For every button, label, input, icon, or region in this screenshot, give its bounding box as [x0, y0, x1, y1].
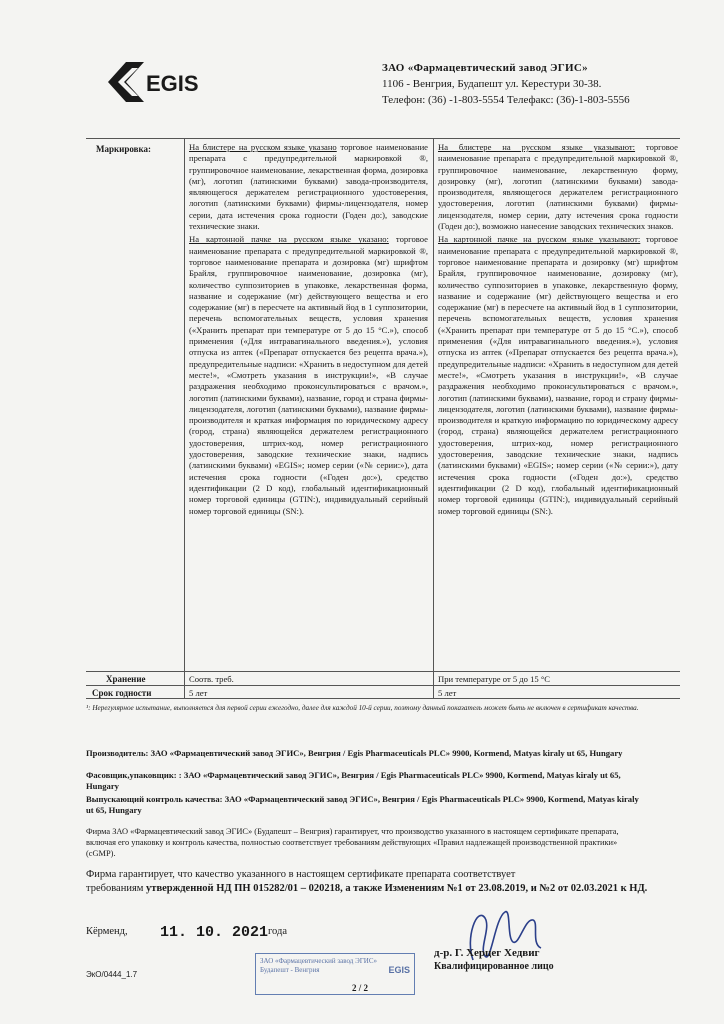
company-stamp	[255, 953, 415, 995]
carton-left-body: торговое наименование препарата с предупредительной маркировкой ®, торговое наименование препарата и дозировка (мг) шрифтом Брайля, группировочное наименование, дозировка (мг), количество суппозиториев в упаковке, лекарственная форма, название и содержание (мг) действующего вещества и его содержание (мг) в пересчете на активный йод в 1 суппозитории, перечень вспомогательных веществ, условия хранения («Хранить препарат при температуре от 5 до 15 °C.»), способ применения («Для интравагинального введения.»), условия отпуска из аптек («Препарат отпускается без рецепта врача.»), предупредительные надписи: «Хранить в недоступном для детей месте!», «Смотреть указания в инструкции!», «В случае раздражения необходимо проконсультироваться с врачом.», логотип (латинскими буквами), название, город и страна фирмы-лицензодателя, логотип (латинскими буквами), название фирмы-производителя и краткая информация по юридическому адресу (город, страна) являющейся держателем регистрационного удостоверения, штрих-код, номер регистрационного удостоверения, заводские технические знаки, надпись (латинскими буквами) «EGIS»; номер серии («№ серии:»), дата истечения срока годности («Годен до:»), средство идентификации (2 D код), глобальный идентификационный номер торговой единицы (GTIN:), индивидуальный серийный номер торговой единицы (SN:).	[189, 234, 428, 516]
shelf-life-right: 5 лет	[438, 688, 457, 698]
left-column-marking	[189, 142, 428, 517]
signoff-city: Кёрменд,	[86, 926, 128, 937]
marking-label: Маркировка:	[96, 144, 152, 154]
table-divider-left	[184, 138, 185, 698]
carton-left	[189, 234, 428, 516]
blister-right-body: торговое наименование препарата с предупредительной маркировкой ®, группировочное наименование, лекарственную форму, дозировку (мг), логотип (латинскими буквами) завода-производителя, являющегося держателем регистрационного удостоверения, логотип (латинскими буквами) фирмы-лицензодателя, номер серии, дату истечения срока годности (Годен до:), возможно нанесение заводских технических знаков.	[438, 142, 678, 232]
blister-left-head: На блистере на русском языке указано	[189, 142, 337, 152]
shelf-life-left: 5 лет	[189, 688, 208, 698]
signoff-date: 11. 10. 2021	[160, 924, 269, 941]
guarantee-text	[86, 868, 656, 896]
page-number: 2 / 2	[352, 983, 369, 993]
egis-logo	[104, 58, 204, 106]
stamp-line1: ЗАО «Фармацевтический завод ЭГИС»	[260, 957, 378, 965]
blister-left	[189, 142, 428, 232]
blister-left-body: торговое наименование препарата с предупредительной маркировкой ®, группировочное наименование, лекарственная форма, дозировка (мг), логотип (латинскими буквами) завода-производителя, являющегося держателем регистрационного удостоверения, логотип (латинскими буквами) фирмы-лицензодателя, номер серии, дата истечения срока годности (Годен до:), заводские технические знаки.	[189, 142, 428, 232]
carton-right-body: торговое наименование препарата с предупредительной маркировкой ®, торговое наименование препарата и дозировку (мг) шрифтом Брайля, группировочное наименование, дозировку (мг), количество суппозиториев в упаковке, лекарственную форму, название и содержание (мг) действующего вещества и его содержание (мг) в пересчете на активный йод в 1 суппозитории, перечень вспомогательных веществ, условия хранения («Хранить препарат при температуре от 5 до 15 °C.»), способ применения («Для интравагинального введения.»), условия отпуска из аптек («Препарат отпускается без рецепта врача.»), предупредительные надписи: «Хранить в недоступном для детей месте!», «Смотреть указания в инструкции!», «В случае раздражения необходимо проконсультироваться с врачом.», логотип (латинскими буквами), название, город и страну фирмы-лицензодателя, логотип (латинскими буквами), название фирмы-производителя и краткую информацию по юридическому адресу (город, страна) являющейся держателем регистрационного удостоверения, штрих-код, номер регистрационного удостоверения, заводские технические знаки, надпись (латинскими буквами) «EGIS»; номер серии («№ серии:»), дату истечения срока годности («Годен до:»), средство идентификации (2 D код), глобальный идентификационный номер торговой единицы (GTIN:), индивидуальный серийный номер торговой единицы (SN:).	[438, 234, 678, 516]
carton-right	[438, 234, 678, 516]
signoff-year-word: года	[268, 926, 287, 937]
table-divider-mid	[433, 138, 434, 698]
blister-right	[438, 142, 678, 232]
packager-line: Фасовщик,упаковщик: : ЗАО «Фармацевтический завод ЭГИС», Венгрия / Egis Pharmaceuticals PLC» 9900, Kormend, Matyas kiraly ut 65, Hungary	[86, 770, 621, 791]
shelf-life-label: Срок годности	[92, 688, 152, 698]
company-phones: Телефон: (36) -1-803-5554 Телефакс: (36)-1-803-5556	[382, 94, 630, 106]
carton-left-head: На картонной пачке на русском языке указано:	[189, 234, 389, 245]
signer-role: Квалифицированное лицо	[434, 961, 554, 972]
footnote: ¹: Нерегулярное испытание, выполняется для первой серии ежегодно, далее для каждой 10-й серии, поэтому данный показатель может быть не включен в сертификат качества.	[86, 704, 639, 712]
shelf-rule	[86, 685, 680, 686]
storage-right: При температуре от 5 до 15 °C	[438, 674, 551, 684]
table-top-rule	[86, 138, 680, 139]
document-code: ЭкО/0444_1.7	[86, 970, 138, 979]
guarantee-line2-bold: утвержденной НД ПН 015282/01 – 020218, а также Изменениям №1 от 23.08.2019, и №2 от 02.03.2021 к НД.	[146, 883, 648, 894]
company-name: ЗАО «Фармацевтический завод ЭГИС»	[382, 62, 588, 74]
storage-rule	[86, 671, 680, 672]
company-address: 1106 - Венгрия, Будапешт ул. Керестури 30-38.	[382, 78, 602, 90]
stamp-line2: Будапешт - Венгрия	[260, 966, 320, 974]
producer-line: Производитель: ЗАО «Фармацевтический завод ЭГИС», Венгрия / Egis Pharmaceuticals PLC» 9900, Kormend, Matyas kiraly ut 65, Hungary	[86, 748, 623, 758]
storage-left: Соотв. треб.	[189, 674, 234, 684]
quality-control-line: Выпускающий контроль качества: ЗАО «Фармацевтический завод ЭГИС», Венгрия / Egis Pharmaceuticals PLC» 9900, Kormend, Matyas kiraly ut 65, Hungary	[86, 794, 639, 815]
blister-right-head: На блистере на русском языке указывают:	[438, 142, 636, 152]
logo-text: EGIS	[146, 71, 199, 96]
guarantee-line2-pre: требованиям	[86, 883, 147, 894]
right-column-marking	[438, 142, 678, 517]
table-bottom-rule	[86, 698, 680, 699]
storage-label: Хранение	[106, 674, 146, 684]
signer-name: д-р. Г. Херцег Хедвиг	[434, 947, 540, 959]
carton-right-head: На картонной пачке на русском языке указывают:	[438, 234, 641, 245]
gmp-note: Фирма ЗАО «Фармацевтический завод ЭГИС» (Будапешт – Венгрия) гарантирует, что производство указанного в настоящем сертификате препарата, включая его упаковку и контроль качества, полностью соответствует требованиям действующих «Правил надлежащей производственной практики» (cGMP).	[86, 827, 619, 858]
stamp-logo: EGIS	[388, 965, 410, 975]
guarantee-line1: Фирма гарантирует, что качество указанного в настоящем сертификате препарата соответствует	[86, 869, 516, 880]
